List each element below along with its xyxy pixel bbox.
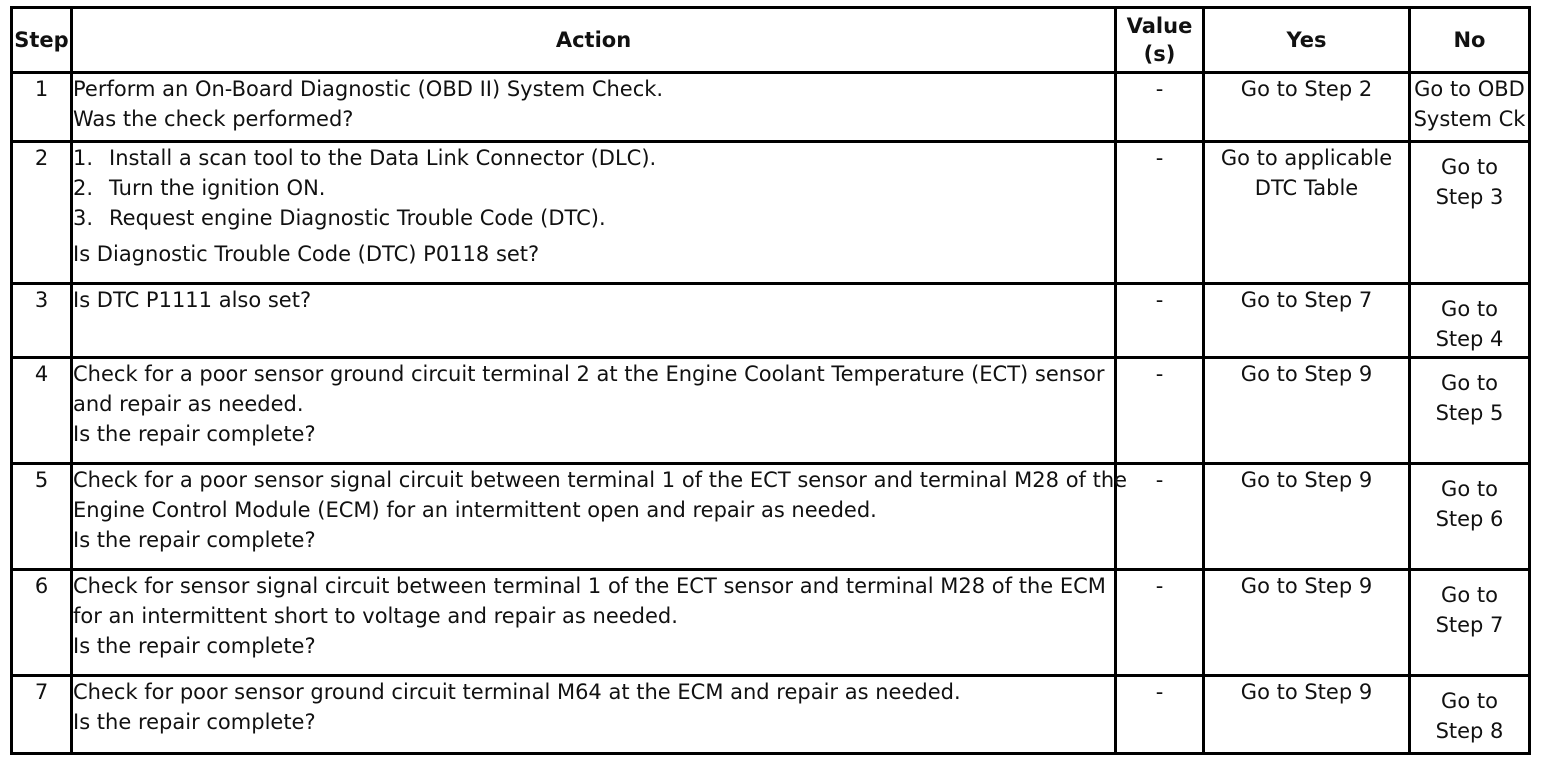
action-line: Engine Control Module (ECM) for an intermittent open and repair as needed.	[73, 498, 877, 522]
no-line: Go to OBD	[1414, 77, 1525, 101]
yes-cell: Go to Step 9	[1204, 676, 1410, 754]
action-question: Is Diagnostic Trouble Code (DTC) P0118 set?	[73, 242, 540, 266]
action-cell	[72, 358, 1116, 464]
no-line: Go to	[1441, 477, 1498, 501]
action-list-item: 1. Install a scan tool to the Data Link Connector (DLC).	[73, 146, 657, 170]
step-number: 5	[12, 464, 72, 570]
step-number: 7	[12, 676, 72, 754]
diagnostic-table	[10, 6, 1531, 755]
table-row	[12, 284, 1530, 358]
value-cell: -	[1116, 464, 1204, 570]
no-line: Go to	[1441, 155, 1498, 179]
action-line: Is DTC P1111 also set?	[73, 288, 312, 312]
action-line: Check for poor sensor ground circuit terminal M64 at the ECM and repair as needed.	[73, 680, 961, 704]
step-number: 4	[12, 358, 72, 464]
step-number: 3	[12, 284, 72, 358]
header-value: Value (s)	[1116, 8, 1204, 73]
table-row	[12, 73, 1530, 142]
value-cell: -	[1116, 676, 1204, 754]
value-cell: -	[1116, 73, 1204, 142]
yes-cell: Go to Step 9	[1204, 570, 1410, 676]
no-cell	[1410, 676, 1530, 754]
no-line: Step 7	[1435, 613, 1504, 637]
action-line: Perform an On-Board Diagnostic (OBD II) System Check.	[73, 77, 664, 101]
yes-cell: Go to Step 9	[1204, 358, 1410, 464]
action-list-item: 2. Turn the ignition ON.	[73, 176, 326, 200]
table-row	[12, 142, 1530, 284]
action-list-item: 3. Request engine Diagnostic Trouble Code (DTC).	[73, 206, 606, 230]
action-line: Is the repair complete?	[73, 528, 316, 552]
step-number: 6	[12, 570, 72, 676]
action-cell	[72, 570, 1116, 676]
action-line: for an intermittent short to voltage and repair as needed.	[73, 604, 678, 628]
header-yes: Yes	[1204, 8, 1410, 73]
no-line: System Ck	[1413, 107, 1526, 131]
header-no: No	[1410, 8, 1530, 73]
yes-line: DTC Table	[1254, 176, 1359, 200]
action-line: Is the repair complete?	[73, 634, 316, 658]
no-cell	[1410, 284, 1530, 358]
table-row	[12, 676, 1530, 754]
no-cell	[1410, 358, 1530, 464]
yes-cell	[1204, 142, 1410, 284]
header-step: Step	[12, 8, 72, 73]
no-line: Go to	[1441, 583, 1498, 607]
no-line: Step 5	[1435, 401, 1504, 425]
no-cell	[1410, 570, 1530, 676]
action-line: Check for a poor sensor ground circuit terminal 2 at the Engine Coolant Temperature (ECT) sensor	[73, 362, 1105, 386]
yes-cell: Go to Step 7	[1204, 284, 1410, 358]
header-action: Action	[72, 8, 1116, 73]
no-line: Go to	[1441, 689, 1498, 713]
action-line: Is the repair complete?	[73, 422, 316, 446]
step-number: 1	[12, 73, 72, 142]
action-line: Check for a poor sensor signal circuit between terminal 1 of the ECT sensor and terminal M28 of the	[73, 468, 1128, 492]
no-line: Step 8	[1435, 719, 1504, 743]
value-cell: -	[1116, 358, 1204, 464]
yes-line: Go to applicable	[1220, 146, 1393, 170]
no-line: Step 4	[1435, 327, 1504, 351]
no-cell	[1410, 73, 1530, 142]
table-row	[12, 464, 1530, 570]
no-cell	[1410, 142, 1530, 284]
no-cell	[1410, 464, 1530, 570]
yes-cell: Go to Step 9	[1204, 464, 1410, 570]
table-row	[12, 570, 1530, 676]
no-line: Step 6	[1435, 507, 1504, 531]
value-cell: -	[1116, 570, 1204, 676]
no-line: Go to	[1441, 371, 1498, 395]
yes-cell: Go to Step 2	[1204, 73, 1410, 142]
action-cell	[72, 464, 1128, 570]
step-number: 2	[12, 142, 72, 284]
action-line: and repair as needed.	[73, 392, 304, 416]
table-row	[12, 358, 1530, 464]
action-line: Check for sensor signal circuit between terminal 1 of the ECT sensor and terminal M28 of the ECM	[73, 574, 1106, 598]
header-row	[12, 8, 1530, 73]
action-cell	[72, 284, 1116, 358]
action-cell	[72, 142, 1116, 284]
no-line: Go to	[1441, 297, 1498, 321]
action-cell	[72, 73, 1116, 142]
no-line: Step 3	[1435, 185, 1504, 209]
action-line: Was the check performed?	[73, 107, 354, 131]
value-cell: -	[1116, 142, 1204, 284]
action-cell	[72, 676, 1116, 754]
action-line: Is the repair complete?	[73, 710, 316, 734]
value-cell: -	[1116, 284, 1204, 358]
